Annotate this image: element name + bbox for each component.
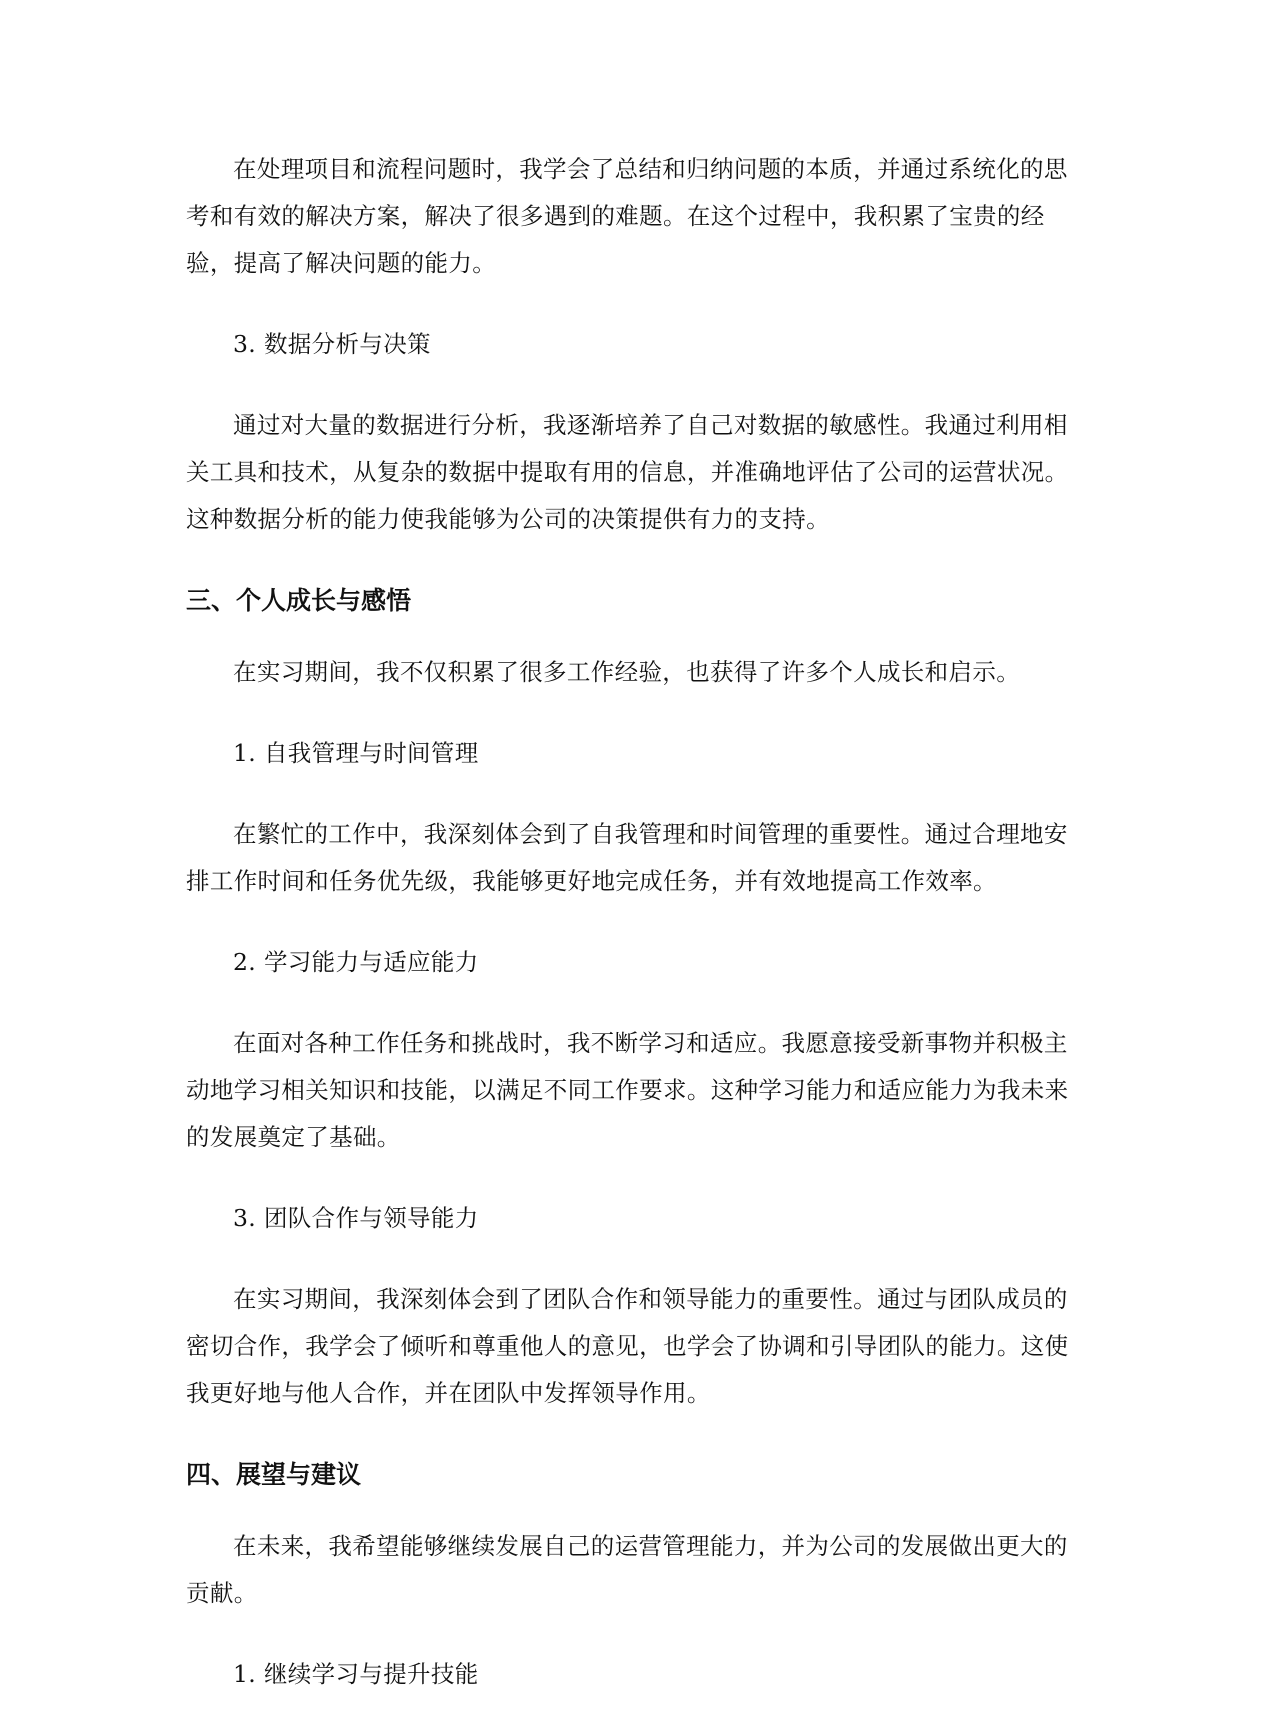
paragraph-outlook: 在未来，我希望能够继续发展自己的运营管理能力，并为公司的发展做出更大的贡献。: [186, 1532, 1068, 1607]
list-item-learning-ability: 2. 学习能力与适应能力: [233, 948, 479, 976]
list-item-data-analysis: 3. 数据分析与决策: [233, 330, 431, 358]
paragraph-self-management: 在繁忙的工作中，我深刻体会到了自我管理和时间管理的重要性。通过合理地安排工作时间和任务优先级，我能够更好地完成任务，并有效地提高工作效率。: [186, 820, 1068, 895]
paragraph-teamwork: 在实习期间，我深刻体会到了团队合作和领导能力的重要性。通过与团队成员的密切合作，我学会了倾听和尊重他人的意见，也学会了协调和引导团队的能力。这使我更好地与他人合作，并在团队中发挥领导作用。: [186, 1285, 1069, 1407]
list-item-continued-learning: 1. 继续学习与提升技能: [233, 1660, 479, 1688]
paragraph-learning-ability: 在面对各种工作任务和挑战时，我不断学习和适应。我愿意接受新事物并积极主动地学习相关知识和技能，以满足不同工作要求。这种学习能力和适应能力为我未来的发展奠定了基础。: [186, 1029, 1069, 1151]
paragraph-data-analysis: 通过对大量的数据进行分析，我逐渐培养了自己对数据的敏感性。我通过利用相关工具和技术，从复杂的数据中提取有用的信息，并准确地评估了公司的运营状况。这种数据分析的能力使我能够为公司的决策提供有力的支持。: [186, 411, 1069, 533]
section-heading-personal-growth: 三、个人成长与感悟: [186, 586, 412, 615]
paragraph-growth-intro: 在实习期间，我不仅积累了很多工作经验，也获得了许多个人成长和启示。: [233, 658, 1021, 686]
list-item-self-management: 1. 自我管理与时间管理: [233, 739, 479, 767]
document-body: [186, 146, 1088, 1732]
list-item-teamwork: 3. 团队合作与领导能力: [233, 1204, 479, 1232]
paragraph-problem-solving: 在处理项目和流程问题时，我学会了总结和归纳问题的本质，并通过系统化的思考和有效的解决方案，解决了很多遇到的难题。在这个过程中，我积累了宝贵的经验，提高了解决问题的能力。: [186, 155, 1068, 277]
section-heading-outlook: 四、展望与建议: [186, 1460, 362, 1489]
